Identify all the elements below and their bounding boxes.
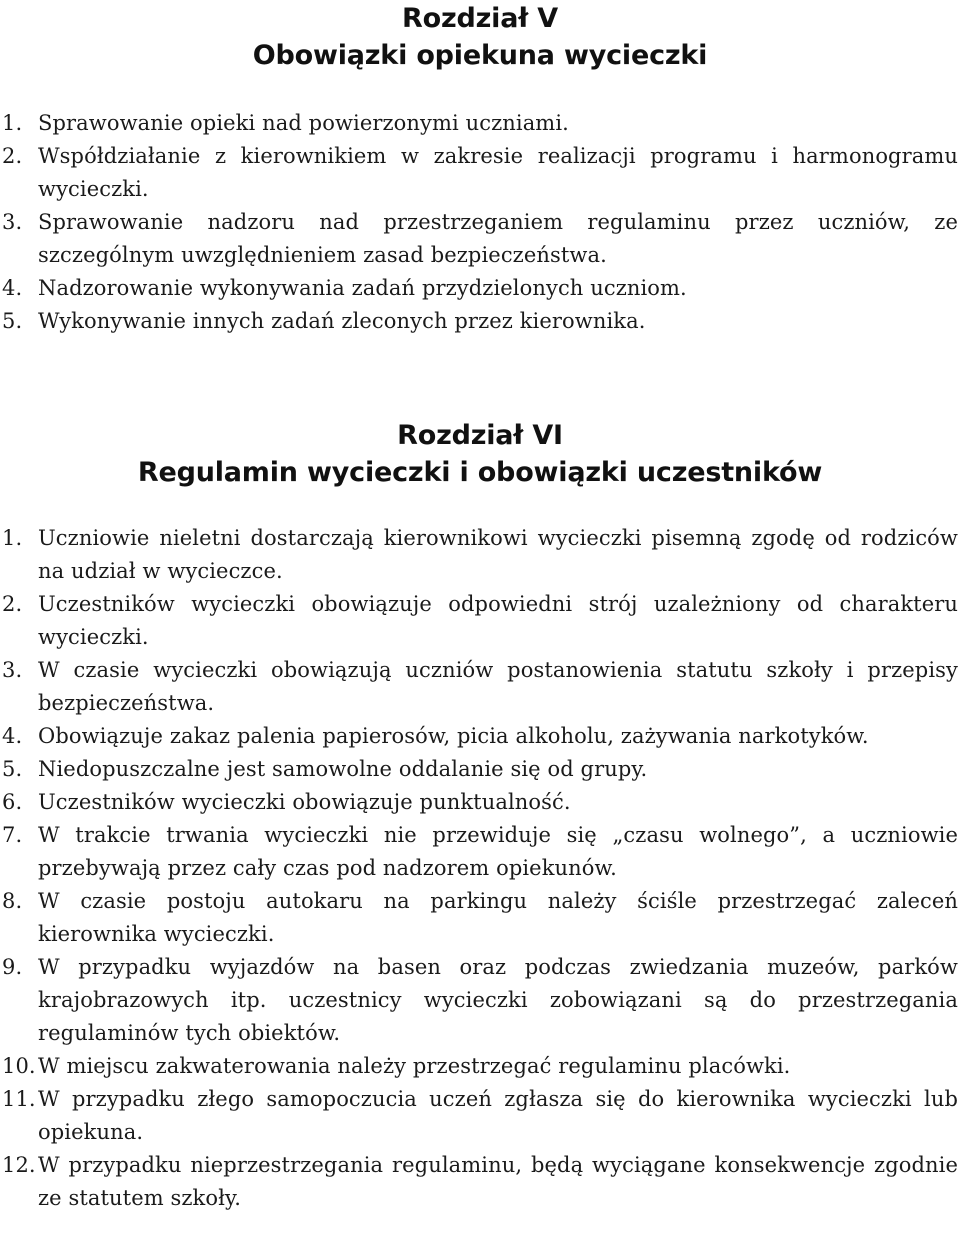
item-number: 9. <box>2 955 23 979</box>
list-item <box>0 305 960 338</box>
chapter-6-title: Regulamin wycieczki i obowiązki uczestników <box>137 457 823 488</box>
section-6-header <box>0 417 960 491</box>
item-number: 1. <box>2 526 23 550</box>
item-number: 4. <box>2 276 23 300</box>
item-text: W przypadku wyjazdów na basen oraz podczas zwiedzania muzeów, parków krajobrazowych itp. uczestnicy wycieczki zobowiązani są do przestrzegania regulaminów tych obiektów. <box>38 955 958 1045</box>
section-6-list <box>0 522 960 1215</box>
list-item <box>0 107 960 140</box>
section-5-list <box>0 107 960 338</box>
item-number: 7. <box>2 823 23 847</box>
item-number: 12. <box>2 1153 36 1177</box>
list-item <box>0 951 960 1050</box>
chapter-5-heading: Rozdział V <box>402 3 558 34</box>
item-text: Sprawowanie opieki nad powierzonymi uczniami. <box>38 111 569 135</box>
list-item <box>0 522 960 588</box>
item-text: Współdziałanie z kierownikiem w zakresie realizacji programu i harmonogramu wycieczki. <box>38 144 958 201</box>
item-text: Sprawowanie nadzoru nad przestrzeganiem regulaminu przez uczniów, ze szczególnym uwzględnieniem zasad bezpieczeństwa. <box>38 210 958 267</box>
item-text: Uczestników wycieczki obowiązuje punktualność. <box>38 790 571 814</box>
section-5-header <box>0 0 960 74</box>
item-text: Uczestników wycieczki obowiązuje odpowiedni strój uzależniony od charakteru wycieczki. <box>38 592 958 649</box>
item-text: W czasie wycieczki obowiązują uczniów postanowienia statutu szkoły i przepisy bezpieczeństwa. <box>38 658 958 715</box>
list-item <box>0 753 960 786</box>
list-item <box>0 786 960 819</box>
item-text: W czasie postoju autokaru na parkingu należy ściśle przestrzegać zaleceń kierownika wycieczki. <box>38 889 958 946</box>
item-number: 3. <box>2 210 23 234</box>
list-item <box>0 588 960 654</box>
item-text: W przypadku nieprzestrzegania regulaminu, będą wyciągane konsekwencje zgodnie ze statutem szkoły. <box>38 1153 958 1210</box>
item-text: Niedopuszczalne jest samowolne oddalanie się od grupy. <box>38 757 648 781</box>
item-number: 5. <box>2 309 23 333</box>
item-number: 2. <box>2 592 23 616</box>
item-number: 10. <box>2 1054 36 1078</box>
item-text: Nadzorowanie wykonywania zadań przydzielonych uczniom. <box>38 276 687 300</box>
item-number: 2. <box>2 144 23 168</box>
list-item <box>0 654 960 720</box>
item-text: W miejscu zakwaterowania należy przestrzegać regulaminu placówki. <box>38 1054 791 1078</box>
chapter-6-heading: Rozdział VI <box>397 420 563 451</box>
item-number: 6. <box>2 790 23 814</box>
item-text: Wykonywanie innych zadań zleconych przez kierownika. <box>38 309 646 333</box>
list-item <box>0 272 960 305</box>
item-number: 3. <box>2 658 23 682</box>
list-item <box>0 819 960 885</box>
list-item <box>0 206 960 272</box>
item-text: Uczniowie nieletni dostarczają kierownikowi wycieczki pisemną zgodę od rodziców na udział w wycieczce. <box>38 526 958 583</box>
item-number: 8. <box>2 889 23 913</box>
list-item <box>0 1083 960 1149</box>
list-item <box>0 885 960 951</box>
item-number: 11. <box>2 1087 36 1111</box>
item-number: 4. <box>2 724 23 748</box>
item-text: W trakcie trwania wycieczki nie przewiduje się „czasu wolnego”, a uczniowie przebywają przez cały czas pod nadzorem opiekunów. <box>38 823 958 880</box>
list-item <box>0 140 960 206</box>
item-number: 1. <box>2 111 23 135</box>
chapter-5-title: Obowiązki opiekuna wycieczki <box>252 40 708 71</box>
list-item <box>0 1050 960 1083</box>
list-item <box>0 720 960 753</box>
item-text: Obowiązuje zakaz palenia papierosów, picia alkoholu, zażywania narkotyków. <box>38 724 869 748</box>
item-text: W przypadku złego samopoczucia uczeń zgłasza się do kierownika wycieczki lub opiekuna. <box>38 1087 958 1144</box>
list-item <box>0 1149 960 1215</box>
item-number: 5. <box>2 757 23 781</box>
